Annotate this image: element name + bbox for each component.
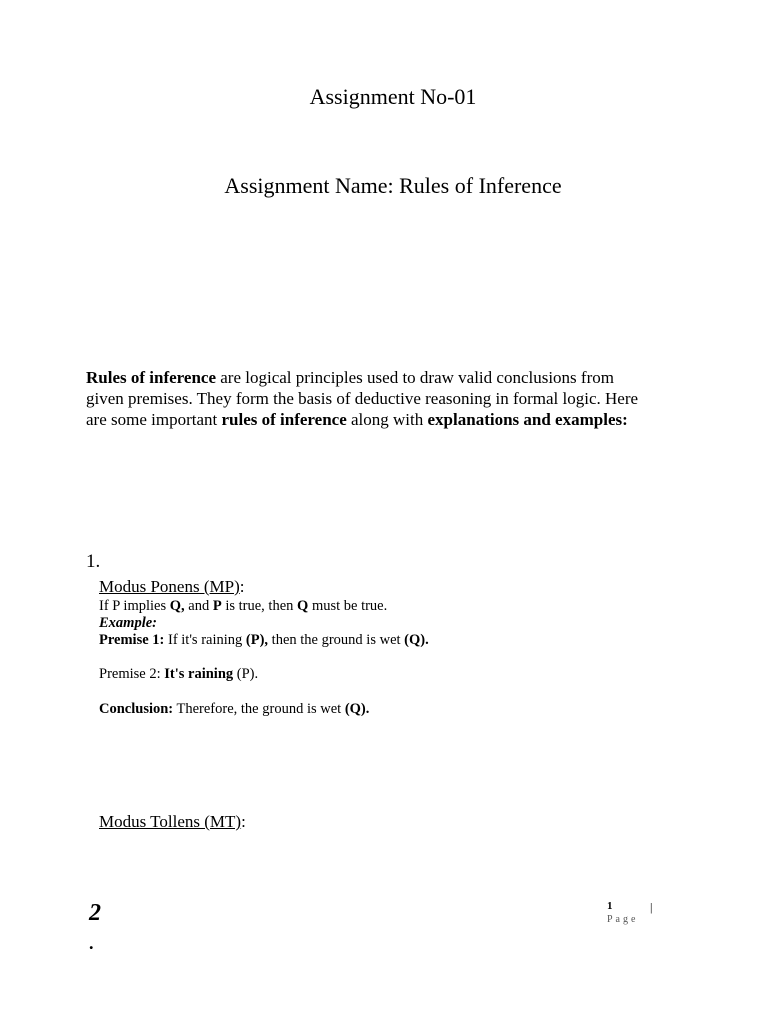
conclusion-text: Therefore, the ground is wet [173,701,345,717]
page-number: 1 [607,900,613,912]
premise-1-label: Premise 1: [99,632,165,648]
intro-text-1: are logical principles used to draw valid conclusions from given premises. They form the basis of deductive reasoning in formal logic. Here are some important [86,368,639,429]
premise-2-text: (P). [233,666,259,682]
premise-2-label: Premise 2: [99,666,165,682]
premise-1-text: then the ground is wet [268,632,405,648]
assignment-number-title: Assignment No-01 [309,84,477,109]
premise-1-p: (P), [245,632,269,648]
premise-1 [99,632,429,649]
modus-ponens-description [99,598,387,615]
modus-ponens-heading-colon: : [239,577,245,596]
premise-2-bold: It's raining [164,666,234,682]
desc-text: and [184,598,213,614]
desc-text: If P implies [99,598,170,614]
modus-tollens-heading-colon: : [241,812,246,831]
example-label: Example: [99,615,157,631]
intro-bold-rules-2: rules of inference [221,410,347,429]
premise-2 [99,666,258,683]
premise-1-text: If it's raining [164,632,246,648]
conclusion [99,701,369,718]
desc-q: Q, [169,598,185,614]
conclusion-label: Conclusion: [99,701,174,717]
modus-tollens-heading [99,812,246,832]
desc-text: must be true. [308,598,388,614]
intro-text-2: along with [346,410,428,429]
list-marker-2: 2 [89,900,101,926]
intro-bold-rules: Rules of inference [86,368,216,387]
page-separator: | [650,900,653,914]
list-marker-dot: . [89,933,94,953]
desc-text: is true, then [221,598,298,614]
intro-bold-explanations: explanations and examples: [427,410,628,429]
modus-ponens-heading [99,577,244,597]
modus-tollens-heading-text: Modus Tollens (MT) [99,812,242,831]
assignment-name-title: Assignment Name: Rules of Inference [224,173,562,198]
desc-q: Q [297,598,309,614]
section-number: 1. [86,551,101,572]
premise-1-q: (Q). [404,632,429,648]
modus-ponens-heading-text: Modus Ponens (MP) [99,577,240,596]
conclusion-q: (Q). [344,701,370,717]
desc-p: P [212,598,222,614]
intro-paragraph [86,367,646,430]
page-label: Page [607,914,639,925]
